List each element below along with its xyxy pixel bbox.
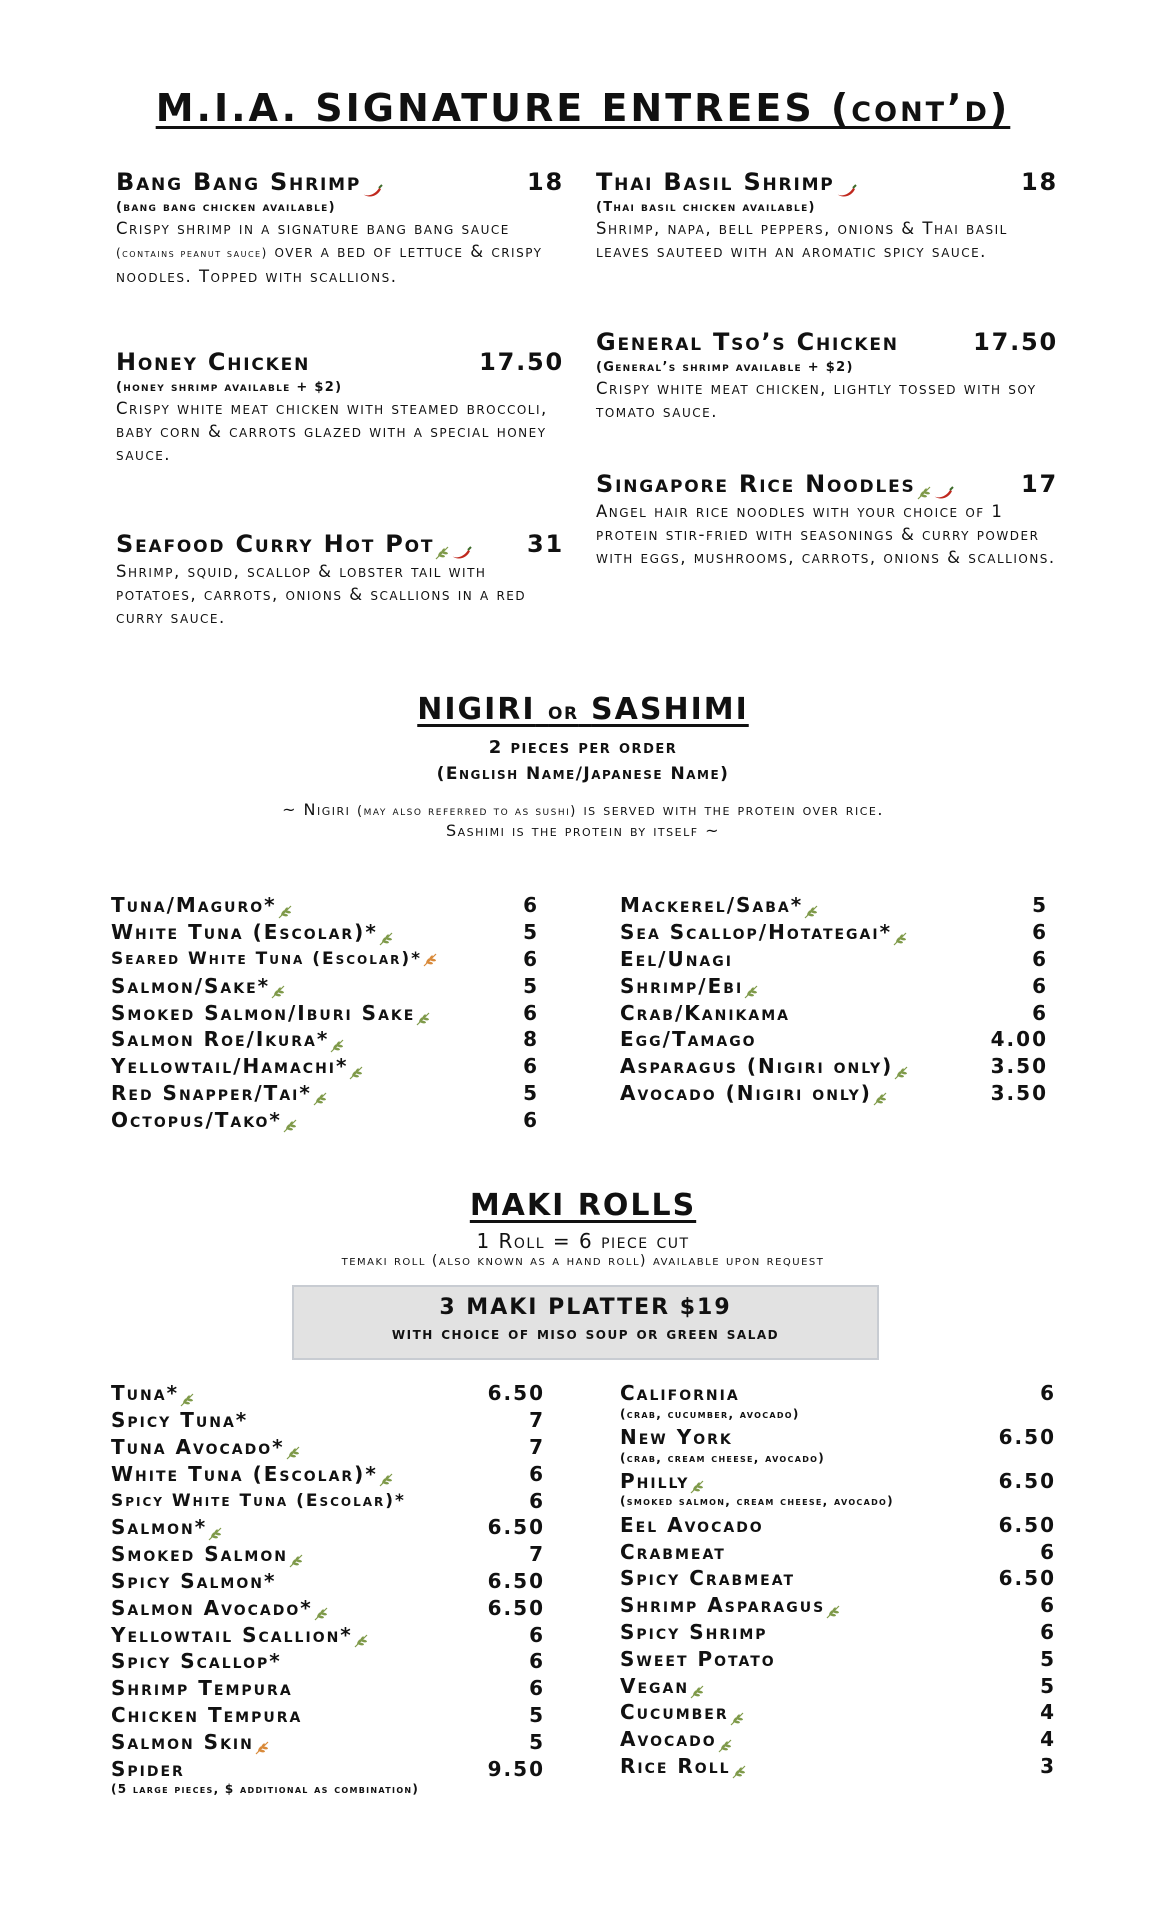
item-price: 6.50 bbox=[998, 1468, 1056, 1493]
item-name bbox=[111, 1569, 276, 1593]
entree-header bbox=[116, 530, 564, 558]
menu-row bbox=[111, 1026, 539, 1053]
nigiri-note1-a: ~ Nigiri bbox=[282, 800, 351, 819]
item-name bbox=[111, 1491, 406, 1511]
entree-name bbox=[596, 470, 954, 498]
menu-row bbox=[111, 1675, 545, 1702]
entree-name bbox=[116, 168, 383, 196]
item-note: (5 large pieces, $ additional as combination) bbox=[111, 1781, 420, 1796]
entree-header bbox=[116, 168, 564, 196]
item-price: 5 bbox=[1040, 1673, 1056, 1698]
item-name-text: Tuna* bbox=[111, 1381, 180, 1406]
item-price: 3.50 bbox=[990, 1080, 1048, 1105]
entree-description bbox=[116, 397, 564, 466]
entree-name bbox=[116, 348, 310, 376]
item-name-text: Egg/Tamago bbox=[620, 1027, 757, 1052]
menu-row bbox=[620, 1592, 1056, 1619]
entree-price: 18 bbox=[1021, 168, 1058, 196]
item-name-text: Avocado bbox=[620, 1727, 717, 1752]
item-name-text: Philly bbox=[620, 1468, 690, 1493]
menu-row bbox=[620, 1053, 1048, 1080]
entree-desc-text: Crispy white meat chicken, lightly tossed with soy tomato sauce. bbox=[596, 379, 1037, 421]
nigiri-header bbox=[0, 692, 1166, 840]
menu-row bbox=[111, 1594, 545, 1621]
menu-row bbox=[620, 1538, 1056, 1565]
item-price: 6 bbox=[523, 1054, 539, 1079]
nigiri-title-b: SASHIMI bbox=[591, 692, 749, 727]
entree-header bbox=[596, 470, 1058, 498]
menu-row bbox=[111, 1621, 545, 1648]
maki-list-left bbox=[111, 1380, 545, 1799]
entree-desc-note: (contains peanut sauce) bbox=[116, 246, 268, 260]
maki-title: MAKI ROLLS bbox=[469, 1188, 697, 1223]
entree-item bbox=[116, 168, 564, 288]
entree-price: 31 bbox=[527, 530, 564, 558]
item-name-text: Shrimp Tempura bbox=[111, 1676, 293, 1701]
page-title bbox=[0, 86, 1166, 130]
entree-item bbox=[596, 470, 1058, 569]
item-price: 6.50 bbox=[487, 1515, 545, 1540]
item-name-text: Spicy Shrimp bbox=[620, 1619, 768, 1644]
entree-name-text: Seafood Curry Hot Pot bbox=[116, 530, 435, 558]
chili-pepper-icon bbox=[932, 478, 954, 492]
item-price: 6 bbox=[1032, 920, 1048, 945]
menu-row bbox=[620, 919, 1048, 946]
item-name-text: Avocado (Nigiri only) bbox=[620, 1080, 872, 1105]
item-name bbox=[620, 1647, 776, 1671]
menu-row bbox=[111, 1080, 539, 1107]
menu-row bbox=[111, 892, 539, 919]
item-price: 6 bbox=[1040, 1619, 1056, 1644]
page-title-text: M.I.A. SIGNATURE ENTREES (cont’d) bbox=[155, 86, 1011, 130]
item-price: 6 bbox=[1040, 1539, 1056, 1564]
item-name-text: Spicy Scallop* bbox=[111, 1649, 282, 1674]
item-name-text: Spicy Tuna* bbox=[111, 1408, 249, 1433]
item-name-text: Seared White Tuna (Escolar)* bbox=[111, 948, 423, 969]
nigiri-note1-b: is served with the protein over rice. bbox=[583, 800, 884, 819]
leaf-icon bbox=[207, 1522, 223, 1536]
item-name-text: Mackerel/Saba* bbox=[620, 893, 804, 918]
entree-sub: (bang bang chicken available) bbox=[116, 200, 336, 215]
leaf-icon bbox=[893, 1061, 909, 1075]
entree-desc-end: over a bed of lettuce & crispy noodles. Topped with scallions. bbox=[116, 242, 543, 286]
item-price: 6 bbox=[529, 1649, 545, 1674]
item-name-text: Salmon* bbox=[111, 1515, 208, 1540]
item-name-text: Crab/Kanikama bbox=[620, 1000, 790, 1025]
item-name bbox=[620, 1727, 733, 1751]
item-name bbox=[620, 1593, 841, 1617]
maki-platter-box bbox=[292, 1285, 879, 1360]
item-name-text: Sweet Potato bbox=[620, 1646, 776, 1671]
menu-row bbox=[111, 1728, 545, 1755]
item-price: 9.50 bbox=[487, 1756, 545, 1781]
menu-row bbox=[620, 1726, 1056, 1753]
entree-name-text: Honey Chicken bbox=[116, 348, 311, 376]
entree-name-text: Singapore Rice Noodles bbox=[596, 470, 916, 498]
entree-sub: (Thai basil chicken available) bbox=[596, 200, 816, 215]
item-name-text: Salmon/Sake* bbox=[111, 973, 271, 998]
menu-row bbox=[111, 1648, 545, 1675]
item-name-text: Smoked Salmon/Iburi Sake bbox=[111, 1000, 416, 1025]
entree-desc-text: Shrimp, squid, scallop & lobster tail with potatoes, carrots, onions & scallions in a red curry sauce. bbox=[116, 562, 527, 627]
item-price: 6 bbox=[1032, 973, 1048, 998]
entree-header bbox=[596, 328, 1058, 356]
leaf-icon bbox=[916, 478, 932, 492]
item-name bbox=[111, 1001, 431, 1025]
item-price: 6 bbox=[529, 1622, 545, 1647]
menu-row bbox=[620, 1619, 1056, 1646]
item-price: 6.50 bbox=[998, 1425, 1056, 1450]
leaf-icon bbox=[348, 1061, 364, 1075]
item-price: 4.00 bbox=[990, 1027, 1048, 1052]
entree-name-text: General Tso’s Chicken bbox=[596, 328, 899, 356]
leaf-icon bbox=[717, 1734, 733, 1748]
entree-desc-text: Crispy white meat chicken with steamed broccoli, baby corn & carrots glazed with a special honey sauce. bbox=[116, 399, 548, 464]
menu-row bbox=[620, 946, 1048, 973]
leaf-icon bbox=[285, 1441, 301, 1455]
item-name bbox=[111, 1703, 302, 1727]
chili-pepper-icon bbox=[450, 538, 472, 552]
item-price: 5 bbox=[529, 1729, 545, 1754]
item-price: 8 bbox=[523, 1027, 539, 1052]
nigiri-list-right bbox=[620, 892, 1048, 1106]
menu-row bbox=[111, 999, 539, 1026]
item-name bbox=[620, 1566, 795, 1590]
menu-row bbox=[111, 1541, 545, 1568]
item-name bbox=[620, 1054, 909, 1078]
entree-description bbox=[596, 500, 1058, 569]
menu-row bbox=[111, 1434, 545, 1461]
entree-description bbox=[596, 217, 1058, 263]
item-price: 5 bbox=[1032, 893, 1048, 918]
item-price: 6.50 bbox=[998, 1566, 1056, 1591]
item-name bbox=[620, 1469, 705, 1493]
item-name-text: Smoked Salmon bbox=[111, 1542, 288, 1567]
entree-price: 17 bbox=[1021, 470, 1058, 498]
menu-row bbox=[111, 1514, 545, 1541]
item-name bbox=[111, 1542, 304, 1566]
item-note: (crab, cucumber, avocado) bbox=[620, 1406, 800, 1421]
menu-row bbox=[111, 1702, 545, 1729]
item-price: 6 bbox=[523, 946, 539, 971]
item-name-text: Tuna Avocado* bbox=[111, 1434, 285, 1459]
chili-pepper-icon bbox=[361, 176, 383, 190]
nigiri-title-or: or bbox=[548, 697, 579, 725]
item-name bbox=[620, 1425, 733, 1449]
item-price: 6.50 bbox=[998, 1512, 1056, 1537]
nigiri-sub1: 2 pieces per order bbox=[488, 737, 678, 758]
maki-list-right bbox=[620, 1380, 1056, 1779]
item-name-text: New York bbox=[620, 1425, 733, 1450]
menu-row bbox=[620, 1672, 1056, 1699]
leaf-icon bbox=[378, 927, 394, 941]
item-name-text: Vegan bbox=[620, 1673, 690, 1698]
item-name-text: Tuna/Maguro* bbox=[111, 893, 277, 918]
item-name-text: Eel/Unagi bbox=[620, 946, 733, 971]
item-name bbox=[620, 1081, 888, 1105]
leaf-icon bbox=[415, 1007, 431, 1021]
item-name bbox=[111, 1408, 248, 1432]
item-name bbox=[620, 1027, 757, 1051]
item-price: 6.50 bbox=[487, 1595, 545, 1620]
nigiri-title-a: NIGIRI bbox=[417, 692, 536, 727]
item-name-text: Asparagus (Nigiri only) bbox=[620, 1054, 894, 1079]
item-name bbox=[111, 974, 286, 998]
menu-row bbox=[111, 1487, 545, 1514]
item-name-text: Yellowtail Scallion* bbox=[111, 1622, 353, 1647]
nigiri-note2: Sashimi is the protein by itself ~ bbox=[445, 821, 721, 840]
item-price: 4 bbox=[1040, 1700, 1056, 1725]
item-name-text: Shrimp/Ebi bbox=[620, 973, 744, 998]
item-note: (crab, cream cheese, avocado) bbox=[620, 1450, 826, 1465]
item-name bbox=[620, 1001, 790, 1025]
item-name-text: Eel Avocado bbox=[620, 1512, 764, 1537]
item-price: 6 bbox=[1032, 946, 1048, 971]
maki-sub2: temaki roll (also known as a hand roll) available upon request bbox=[341, 1253, 825, 1269]
item-name-text: Spicy White Tuna (Escolar)* bbox=[111, 1490, 406, 1511]
menu-row bbox=[620, 892, 1048, 919]
entree-header bbox=[596, 168, 1058, 196]
leaf-icon bbox=[270, 980, 286, 994]
nigiri-list-left bbox=[111, 892, 539, 1133]
entree-description bbox=[596, 377, 1058, 423]
menu-row bbox=[620, 1699, 1056, 1726]
leaf-icon bbox=[179, 1388, 195, 1402]
item-name-text: Octopus/Tako* bbox=[111, 1107, 282, 1132]
item-name bbox=[620, 893, 819, 917]
leaf-icon bbox=[825, 1600, 841, 1614]
item-name bbox=[111, 1027, 345, 1051]
item-name bbox=[620, 920, 908, 944]
menu-row bbox=[111, 1407, 545, 1434]
item-price: 6.50 bbox=[487, 1568, 545, 1593]
leaf-icon bbox=[892, 927, 908, 941]
entree-item bbox=[596, 328, 1058, 423]
item-price: 5 bbox=[523, 920, 539, 945]
entree-name bbox=[116, 530, 472, 558]
item-name bbox=[111, 1108, 298, 1132]
chili-pepper-icon bbox=[835, 176, 857, 190]
item-name-text: Cucumber bbox=[620, 1700, 729, 1725]
item-price: 3 bbox=[1040, 1753, 1056, 1778]
item-name-text: California bbox=[620, 1381, 740, 1406]
entree-name-text: Thai Basil Shrimp bbox=[596, 168, 835, 196]
leaf-icon bbox=[288, 1549, 304, 1563]
nigiri-note1-small: (may also referred to as sushi) bbox=[357, 804, 577, 819]
menu-row bbox=[620, 999, 1048, 1026]
menu-row bbox=[111, 1380, 545, 1407]
menu-row bbox=[620, 1753, 1056, 1780]
item-name-text: White Tuna (Escolar)* bbox=[111, 1461, 378, 1486]
item-name-text: Spider bbox=[111, 1756, 185, 1781]
entree-header bbox=[116, 348, 564, 376]
item-name bbox=[620, 1513, 764, 1537]
item-name-text: Crabmeat bbox=[620, 1539, 726, 1564]
leaf-icon bbox=[312, 1087, 328, 1101]
menu-row bbox=[111, 1755, 545, 1782]
menu-row bbox=[111, 919, 539, 946]
leaf-icon bbox=[689, 1475, 705, 1489]
entree-description bbox=[116, 217, 564, 288]
item-name bbox=[111, 1081, 328, 1105]
menu-row bbox=[620, 1511, 1056, 1538]
leaf-icon bbox=[313, 1602, 329, 1616]
entree-item bbox=[116, 348, 564, 466]
menu-row bbox=[111, 1106, 539, 1133]
item-price: 6 bbox=[523, 1000, 539, 1025]
menu-row bbox=[620, 1080, 1048, 1107]
leaf-icon bbox=[353, 1629, 369, 1643]
leaf-icon bbox=[434, 538, 450, 552]
item-name-text: Chicken Tempura bbox=[111, 1702, 303, 1727]
item-price: 7 bbox=[529, 1542, 545, 1567]
leaf-icon bbox=[329, 1034, 345, 1048]
item-name bbox=[111, 1623, 369, 1647]
menu-row bbox=[620, 1468, 1056, 1495]
leaf-icon bbox=[277, 900, 293, 914]
item-name bbox=[111, 1435, 301, 1459]
menu-row bbox=[111, 1568, 545, 1595]
entree-item bbox=[116, 530, 564, 629]
item-name bbox=[620, 1700, 745, 1724]
leaf-icon bbox=[378, 1468, 394, 1482]
nigiri-note1 bbox=[0, 800, 1166, 819]
item-price: 4 bbox=[1040, 1727, 1056, 1752]
nigiri-sub2: (English Name/Japanese Name) bbox=[436, 764, 730, 784]
item-price: 6 bbox=[523, 893, 539, 918]
menu-row bbox=[620, 1380, 1056, 1407]
leaf-icon bbox=[872, 1087, 888, 1101]
item-price: 7 bbox=[529, 1408, 545, 1433]
entree-sub: (General’s shrimp available + $2) bbox=[596, 360, 854, 375]
leaf-icon bbox=[803, 900, 819, 914]
entree-desc-text: Angel hair rice noodles with your choice of 1 protein stir-fried with seasonings & curry powder with eggs, mushrooms, carrots, onions & scallions. bbox=[596, 502, 1056, 567]
item-price: 5 bbox=[523, 1080, 539, 1105]
item-name bbox=[620, 1620, 768, 1644]
item-price: 6 bbox=[1032, 1000, 1048, 1025]
platter-sub: with choice of miso soup or green salad bbox=[391, 1324, 780, 1344]
item-name bbox=[620, 1754, 747, 1778]
entree-name bbox=[596, 328, 899, 356]
entree-item bbox=[596, 168, 1058, 263]
item-name bbox=[620, 1540, 726, 1564]
item-price: 6.50 bbox=[487, 1381, 545, 1406]
item-price: 6 bbox=[529, 1488, 545, 1513]
item-note: (smoked salmon, cream cheese, avocado) bbox=[620, 1494, 894, 1509]
item-price: 3.50 bbox=[990, 1054, 1048, 1079]
item-name-text: Salmon Roe/Ikura* bbox=[111, 1027, 330, 1052]
leaf-icon bbox=[422, 952, 438, 966]
menu-row bbox=[620, 972, 1048, 999]
item-name bbox=[111, 1676, 293, 1700]
menu-row bbox=[620, 1026, 1048, 1053]
item-price: 7 bbox=[529, 1434, 545, 1459]
maki-header bbox=[0, 1188, 1166, 1269]
item-price: 6 bbox=[529, 1461, 545, 1486]
entree-description bbox=[116, 560, 564, 629]
leaf-icon bbox=[729, 1707, 745, 1721]
item-name bbox=[620, 947, 733, 971]
item-price: 6 bbox=[1040, 1381, 1056, 1406]
menu-row bbox=[111, 1460, 545, 1487]
menu-row bbox=[620, 1645, 1056, 1672]
leaf-icon bbox=[282, 1114, 298, 1128]
item-name-text: Salmon Avocado* bbox=[111, 1595, 313, 1620]
menu-row bbox=[620, 1565, 1056, 1592]
item-price: 6 bbox=[1040, 1593, 1056, 1618]
item-name-text: Spicy Salmon* bbox=[111, 1568, 277, 1593]
item-name bbox=[111, 893, 293, 917]
item-name bbox=[111, 920, 394, 944]
item-name-text: Rice Roll bbox=[620, 1753, 731, 1778]
item-name bbox=[111, 1649, 282, 1673]
item-name-text: Shrimp Asparagus bbox=[620, 1593, 826, 1618]
item-name bbox=[111, 1462, 394, 1486]
item-price: 5 bbox=[523, 973, 539, 998]
item-name-text: Yellowtail/Hamachi* bbox=[111, 1054, 349, 1079]
item-name bbox=[111, 1596, 329, 1620]
item-name bbox=[111, 1757, 185, 1781]
leaf-icon bbox=[743, 980, 759, 994]
entree-price: 17.50 bbox=[973, 328, 1058, 356]
menu-row bbox=[620, 1424, 1056, 1451]
item-name bbox=[111, 1515, 223, 1539]
maki-sub1: 1 Roll = 6 piece cut bbox=[476, 1229, 690, 1253]
item-name-text: Salmon Skin bbox=[111, 1729, 254, 1754]
item-name-text: Sea Scallop/Hotategai* bbox=[620, 920, 893, 945]
item-price: 5 bbox=[1040, 1646, 1056, 1671]
item-name bbox=[111, 1381, 195, 1405]
item-name bbox=[111, 1730, 270, 1754]
item-name bbox=[620, 974, 759, 998]
item-name bbox=[620, 1381, 740, 1405]
entree-price: 18 bbox=[527, 168, 564, 196]
entree-sub: (honey shrimp available + $2) bbox=[116, 380, 343, 395]
item-name bbox=[620, 1674, 705, 1698]
entree-desc-text: Crispy shrimp in a signature bang bang sauce bbox=[116, 219, 510, 238]
entree-desc-text: Shrimp, napa, bell peppers, onions & Thai basil leaves sauteed with an aromatic spicy sauce. bbox=[596, 219, 1008, 261]
entree-price: 17.50 bbox=[479, 348, 564, 376]
item-price: 6 bbox=[529, 1676, 545, 1701]
menu-row bbox=[111, 972, 539, 999]
item-price: 6 bbox=[523, 1107, 539, 1132]
leaf-icon bbox=[689, 1680, 705, 1694]
item-name-text: White Tuna (Escolar)* bbox=[111, 920, 378, 945]
item-price: 5 bbox=[529, 1702, 545, 1727]
menu-row bbox=[111, 1053, 539, 1080]
item-name bbox=[111, 1054, 364, 1078]
menu-row bbox=[111, 946, 539, 973]
item-name-text: Spicy Crabmeat bbox=[620, 1566, 796, 1591]
entree-name-text: Bang Bang Shrimp bbox=[116, 168, 362, 196]
entree-name bbox=[596, 168, 857, 196]
item-name bbox=[111, 949, 438, 969]
item-name-text: Red Snapper/Tai* bbox=[111, 1080, 312, 1105]
platter-title: 3 MAKI PLATTER $19 bbox=[439, 1295, 732, 1320]
leaf-icon bbox=[731, 1760, 747, 1774]
leaf-icon bbox=[254, 1736, 270, 1750]
